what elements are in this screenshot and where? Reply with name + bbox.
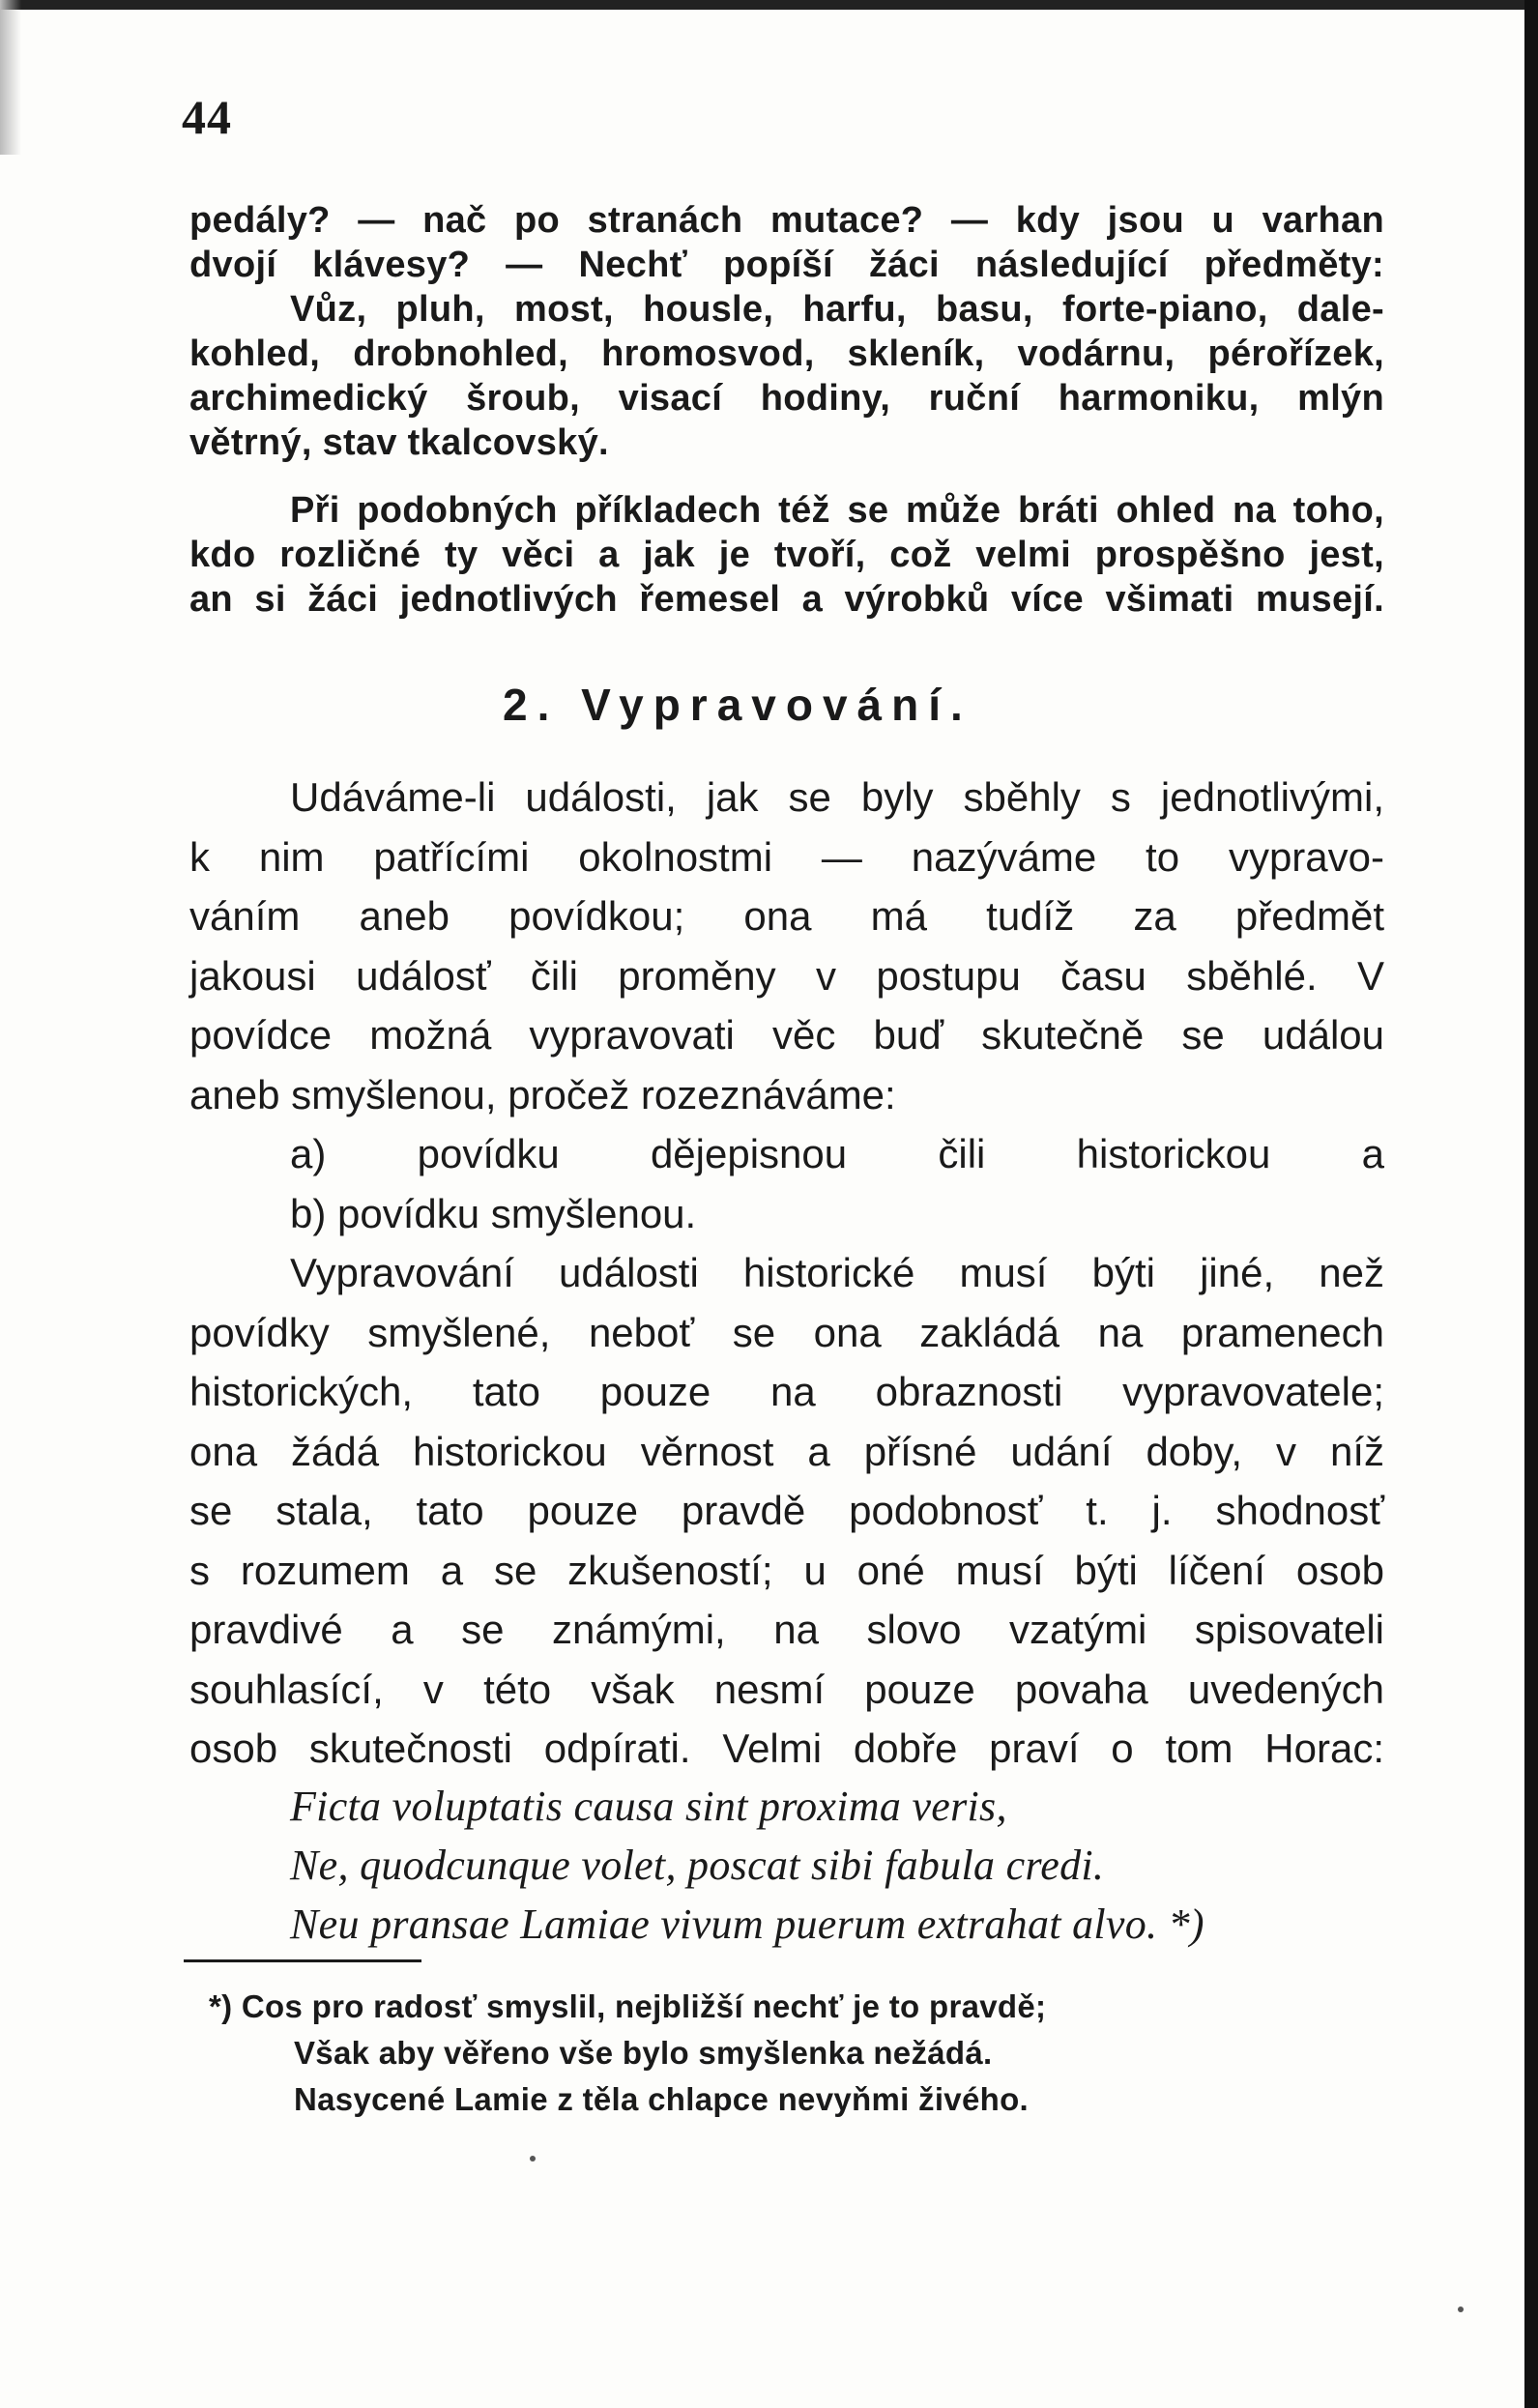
quote-line: Ne, quodcunque volet, poscat sibi fabula credi. [290, 1842, 1105, 1889]
text-line: kohled, drobnohled, hromosvod, skleník, vodárnu, pérořízek, [189, 334, 1384, 374]
footnote [209, 1984, 1369, 2123]
text-line: větrný, stav tkalcovský. [189, 422, 609, 463]
text-line: souhlasící, v této však nesmí pouze povaha uvedených [189, 1666, 1384, 1712]
text-line: se stala, tato pouze pravdě podobnosť t. j. shodnosť [189, 1488, 1384, 1533]
list-item: b) povídku smyšlenou. [290, 1190, 697, 1236]
paragraph-examples [189, 491, 1384, 619]
text-line: Vůz, pluh, most, housle, harfu, basu, forte-piano, dale- [290, 289, 1384, 330]
footnote-line: Však aby věřeno vše bylo smyšlenka nežádá. [294, 2035, 993, 2071]
text-line: Udáváme-li události, jak se byly sběhly s jednotlivými, [290, 774, 1384, 820]
text-line: an si žáci jednotlivých řemesel a výrobků více všimati musejí. [189, 579, 1384, 620]
text-line: s rozumem a se zkušeností; u oné musí býti líčení osob [189, 1547, 1384, 1593]
text-line: Vypravování události historické musí býti jiné, než [290, 1250, 1384, 1295]
scan-speck [530, 2156, 536, 2161]
scan-shadow-left [0, 0, 21, 155]
text-line: pedály? — nač po stranách mutace? — kdy jsou u varhan [189, 200, 1384, 241]
page-number: 44 [182, 90, 232, 144]
text-line: váním aneb povídkou; ona má tudíž za předmět [189, 893, 1384, 939]
text-line: kdo rozličné ty věci a jak je tvoří, což velmi prospěšno jest, [189, 535, 1384, 575]
list-item: a) povídku dějepisnou čili historickou a [290, 1131, 1384, 1176]
text-line: ona žádá historickou věrnost a přísné udání doby, v níž [189, 1428, 1384, 1474]
scan-speck [1458, 2306, 1464, 2312]
footnote-divider [184, 1959, 421, 1962]
quote-line: Neu pransae Lamiae vivum puerum extrahat alvo. *) [290, 1900, 1204, 1948]
text-line: pravdivé a se známými, na slovo vzatými spisovateli [189, 1607, 1384, 1652]
footnote-line: *) Cos pro radosť smyslil, nejbližší nechť je to pravdě; [209, 1988, 1047, 2024]
text-line: archimedický šroub, visací hodiny, ruční harmoniku, mlýn [189, 378, 1384, 419]
text-line: jakousi událosť čili proměny v postupu času sběhlé. V [189, 952, 1384, 999]
paragraph-questions [189, 201, 1384, 462]
text-line: k nim patřícími okolnostmi — nazýváme to vypravo- [189, 833, 1384, 880]
text-line: historických, tato pouze na obraznosti vypravovatele; [189, 1369, 1384, 1414]
footnote-line: Nasycené Lamie z těla chlapce nevyňmi živého. [294, 2081, 1029, 2117]
scan-border-right [1524, 0, 1538, 2408]
section-heading: 2. Vypravování. [503, 680, 972, 730]
text-line: Při podobných příkladech též se může bráti ohled na toho, [290, 490, 1384, 531]
text-line: osob skutečnosti odpírati. Velmi dobře praví o tom Horac: [189, 1726, 1384, 1771]
quote-line: Ficta voluptatis causa sint proxima veris, [290, 1783, 1007, 1830]
text-line: dvojí klávesy? — Nechť popíší žáci následující předměty: [189, 245, 1384, 285]
text-line: povídky smyšlené, neboť se ona zakládá na pramenech [189, 1309, 1384, 1355]
text-line: aneb smyšlenou, pročež rozeznáváme: [189, 1071, 896, 1117]
text-line: povídce možná vypravovati věc buď skutečně se událou [189, 1012, 1384, 1058]
scan-border-top [0, 0, 1538, 10]
latin-quote [189, 1777, 1384, 1954]
section-body [189, 768, 1384, 1779]
